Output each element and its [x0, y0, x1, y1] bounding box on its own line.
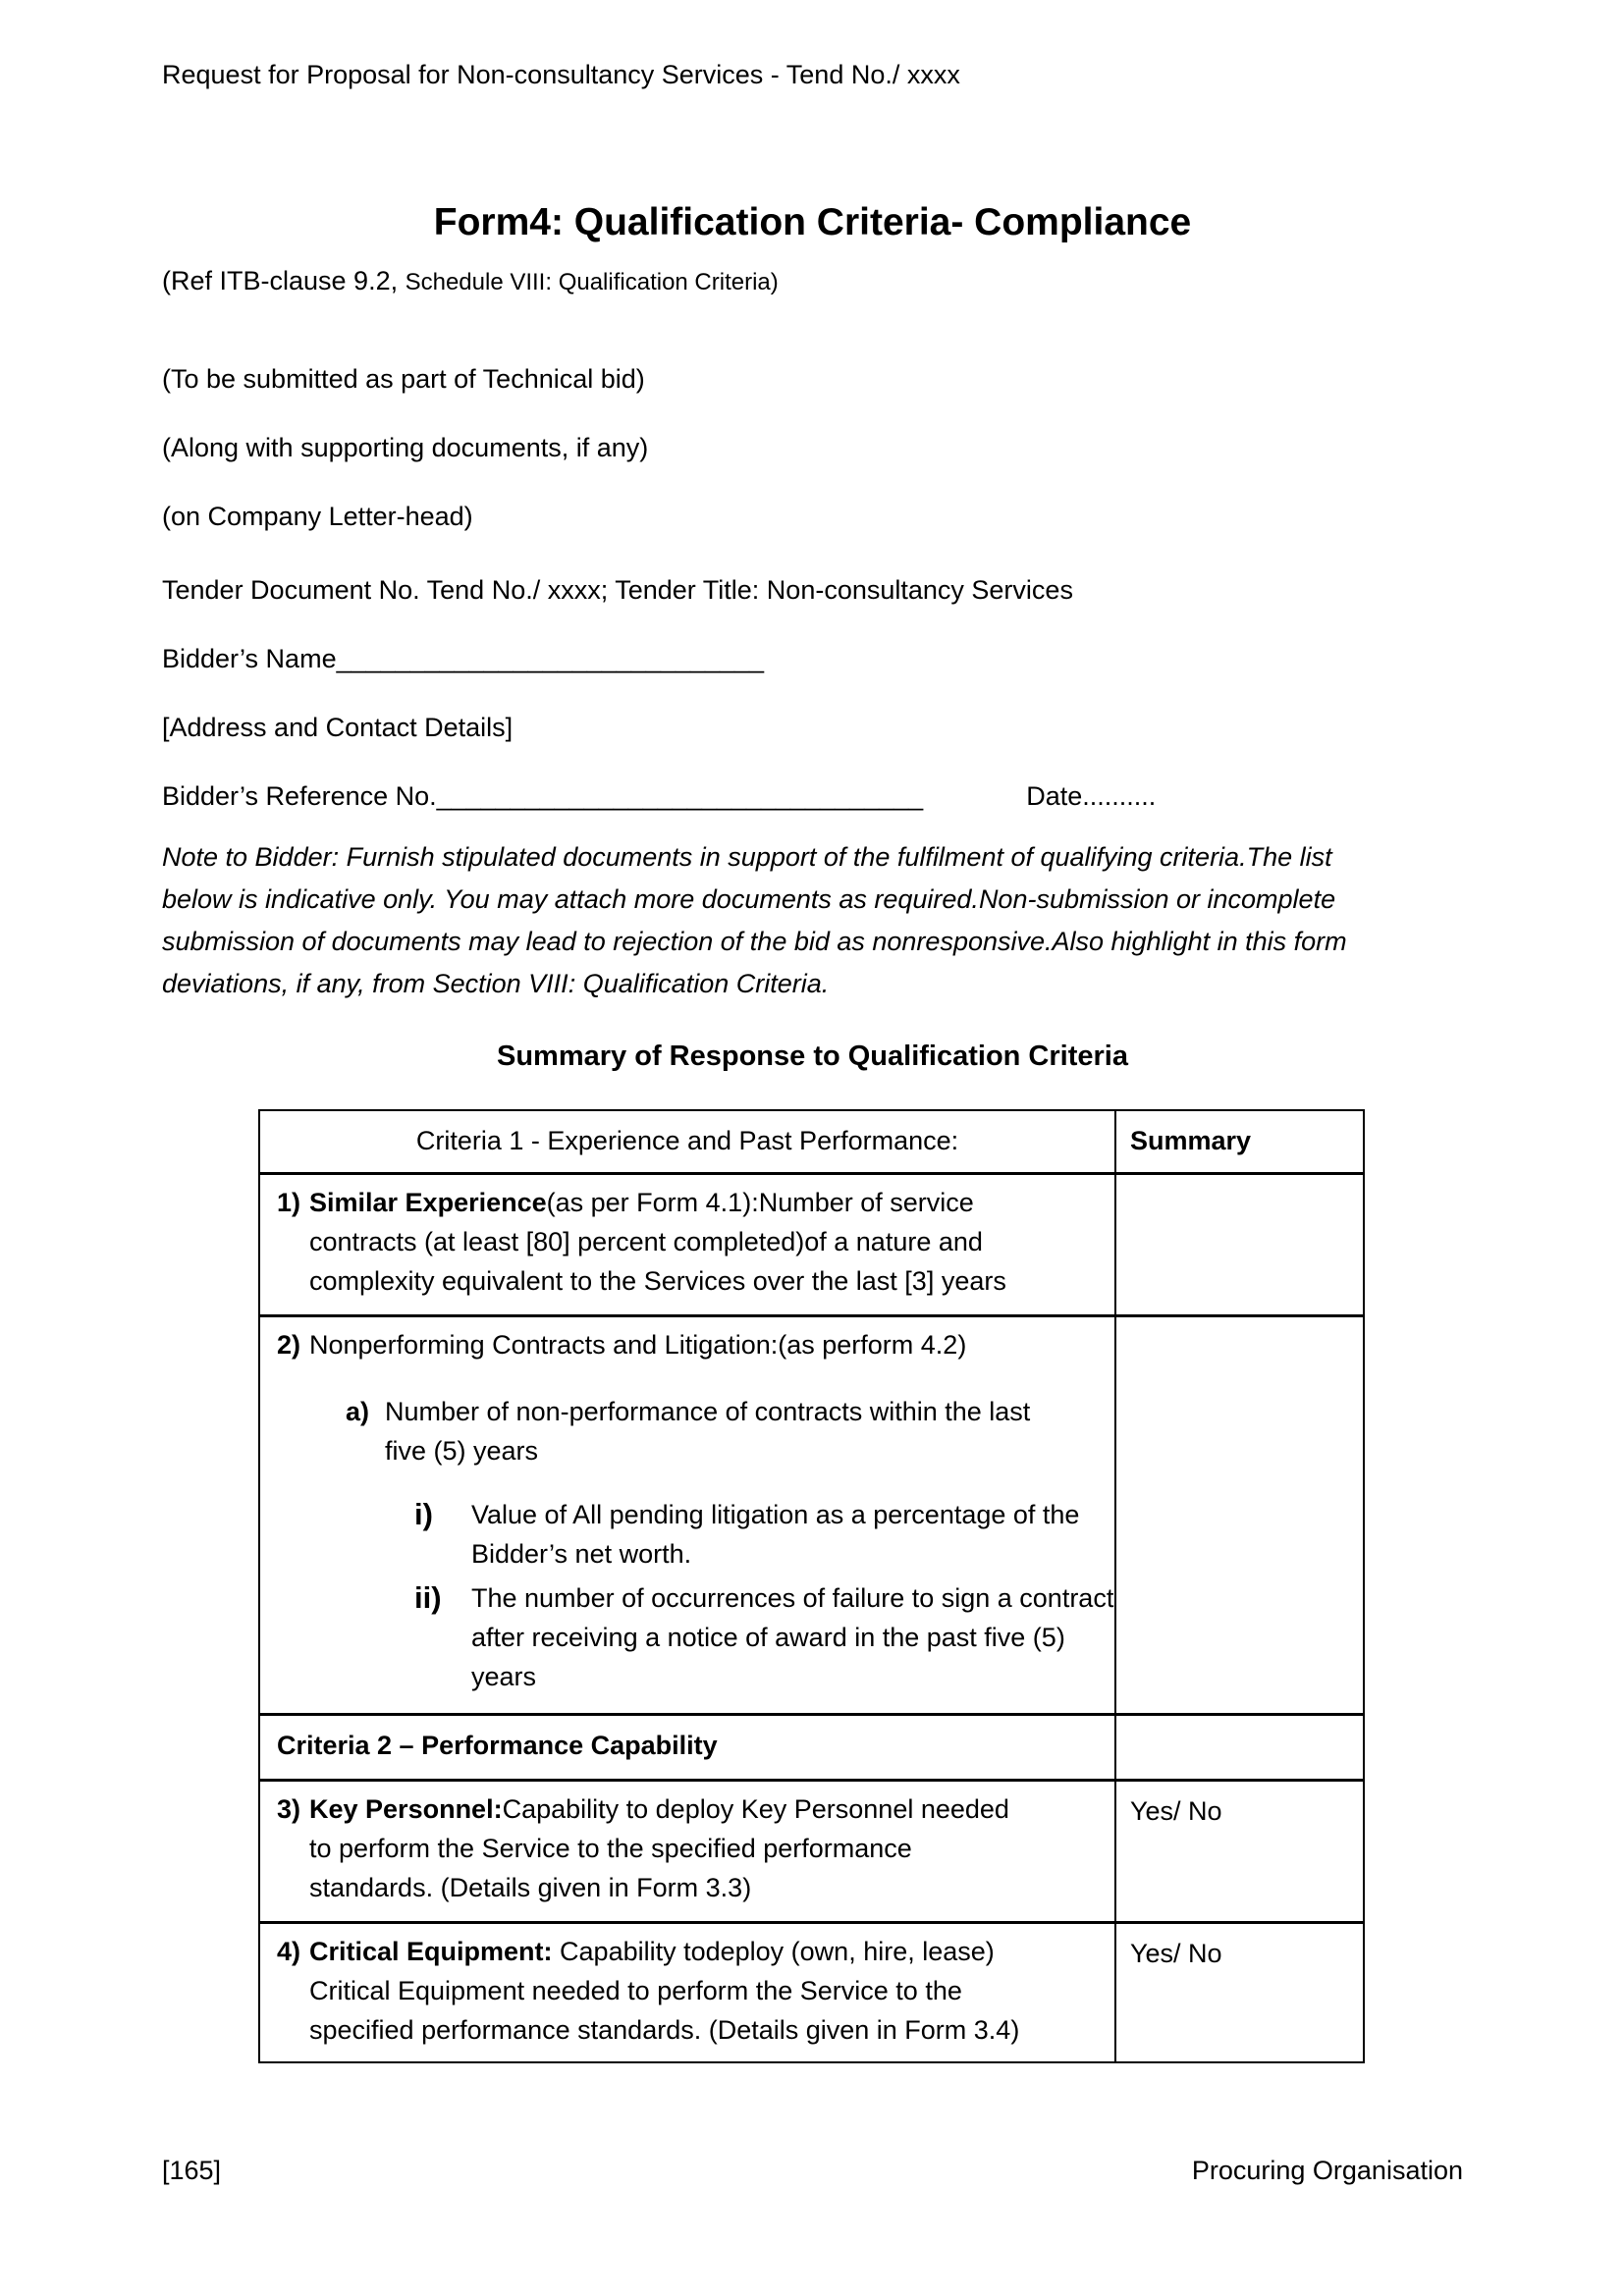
row4-summary-cell: Yes/ No [1130, 1939, 1222, 1968]
running-header: Request for Proposal for Non-consultancy Services - Tend No./ xxxx [162, 60, 960, 89]
summary-header-cell: Summary [1130, 1126, 1252, 1155]
ref-line [162, 263, 1463, 300]
row1-number: 1) [277, 1188, 301, 1217]
table-row [260, 1782, 1363, 1924]
row2-number: 2) [277, 1330, 301, 1360]
row4-number: 4) [277, 1937, 301, 1966]
table-heading: Summary of Response to Qualification Criteria [497, 1041, 1128, 1072]
row1-summary-cell [1116, 1175, 1363, 1314]
row2-sub-i-number: i) [414, 1497, 433, 1531]
address-line: [Address and Contact Details] [162, 713, 514, 742]
table-row [260, 1317, 1363, 1716]
row3-bold-lead: Key Personnel: [309, 1794, 503, 1824]
tender-line: Tender Document No. Tend No./ xxxx; Tender Title: Non-consultancy Services [162, 575, 1073, 605]
row2-sub-ii-number: ii) [414, 1580, 442, 1615]
row3-rest: Capability to deploy Key Personnel needed to perform the Service to the specified performance standards. (Details given in Form 3.3) [309, 1794, 1009, 1902]
row4-criteria-cell [260, 1924, 1116, 2061]
table-row [260, 1924, 1363, 2061]
bidder-name-blank: _____________________________ [336, 644, 765, 673]
criteria2-label-cell: Criteria 2 – Performance Capability [260, 1716, 1116, 1779]
row2-sub-a-text: Number of non-performance of contracts within the last five (5) years [385, 1397, 1031, 1466]
row3-text [309, 1789, 1036, 1907]
row3-summary-cell: Yes/ No [1130, 1796, 1222, 1826]
row2-text: Nonperforming Contracts and Litigation:(as perform 4.2) [309, 1330, 967, 1360]
row4-rest: Capability todeploy (own, hire, lease) Critical Equipment needed to perform the Service to the specified performance standards. (Details given in Form 3.4) [309, 1937, 1020, 2045]
row2-sub-i-text: Value of All pending litigation as a percentage of the Bidder’s net worth. [471, 1500, 1080, 1569]
row2-sub-a-number: a) [346, 1397, 370, 1426]
row4-text [309, 1932, 1036, 2050]
page-number: [165] [162, 2156, 222, 2185]
criteria1-header-cell: Criteria 1 - Experience and Past Performance: [260, 1111, 1116, 1172]
bidder-ref-blank: _________________________________ [436, 781, 924, 811]
row1-bold-lead: Similar Experience [309, 1188, 547, 1217]
table-row [260, 1175, 1363, 1317]
date-label: Date.......... [1026, 781, 1157, 811]
bidder-name-line [162, 641, 1463, 676]
ref-line-detail: Schedule VIII: Qualification Criteria) [405, 269, 779, 295]
row3-criteria-cell [260, 1782, 1116, 1921]
qualification-criteria-table [258, 1109, 1365, 2063]
criteria2-summary-cell [1116, 1716, 1363, 1779]
bidder-ref-label: Bidder’s Reference No. [162, 781, 437, 811]
ref-line-main: (Ref ITB-clause 9.2, [162, 266, 406, 295]
form-title: Form4: Qualification Criteria- Compliance [433, 201, 1192, 243]
page-footer [162, 2156, 1463, 2186]
letterhead-note: (on Company Letter-head) [162, 502, 473, 531]
row1-rest: (as per Form 4.1):Number of service contracts (at least [80] percent completed)of a nature and complexity equivalent to the Services over the last [3] years [309, 1188, 1006, 1296]
note-to-bidder: Note to Bidder: Furnish stipulated documents in support of the fulfilment of qualifying criteria.The list below is indicative only. You may attach more documents as required.Non-submission or incomplete submission of documents may lead to rejection of the bid as nonresponsive.Also highlight in this form deviations, if any, from Section VIII: Qualification Criteria. [162, 842, 1347, 998]
footer-org: Procuring Organisation [1191, 2156, 1463, 2185]
row2-summary-cell [1116, 1317, 1363, 1713]
row2-criteria-cell [260, 1317, 1116, 1713]
row1-text [309, 1183, 1026, 1301]
supporting-docs-note: (Along with supporting documents, if any) [162, 433, 649, 462]
criteria2-row [260, 1716, 1363, 1782]
bidder-reference-line [162, 778, 1463, 814]
row3-number: 3) [277, 1794, 301, 1824]
bidder-name-label: Bidder’s Name [162, 644, 337, 673]
row2-sub-ii-text: The number of occurrences of failure to sign a contract after receiving a notice of award in the past five (5) years [471, 1583, 1114, 1691]
table-header-row [260, 1111, 1363, 1175]
submitted-note: (To be submitted as part of Technical bid) [162, 364, 645, 394]
row1-criteria-cell [260, 1175, 1116, 1314]
row4-bold-lead: Critical Equipment: [309, 1937, 553, 1966]
